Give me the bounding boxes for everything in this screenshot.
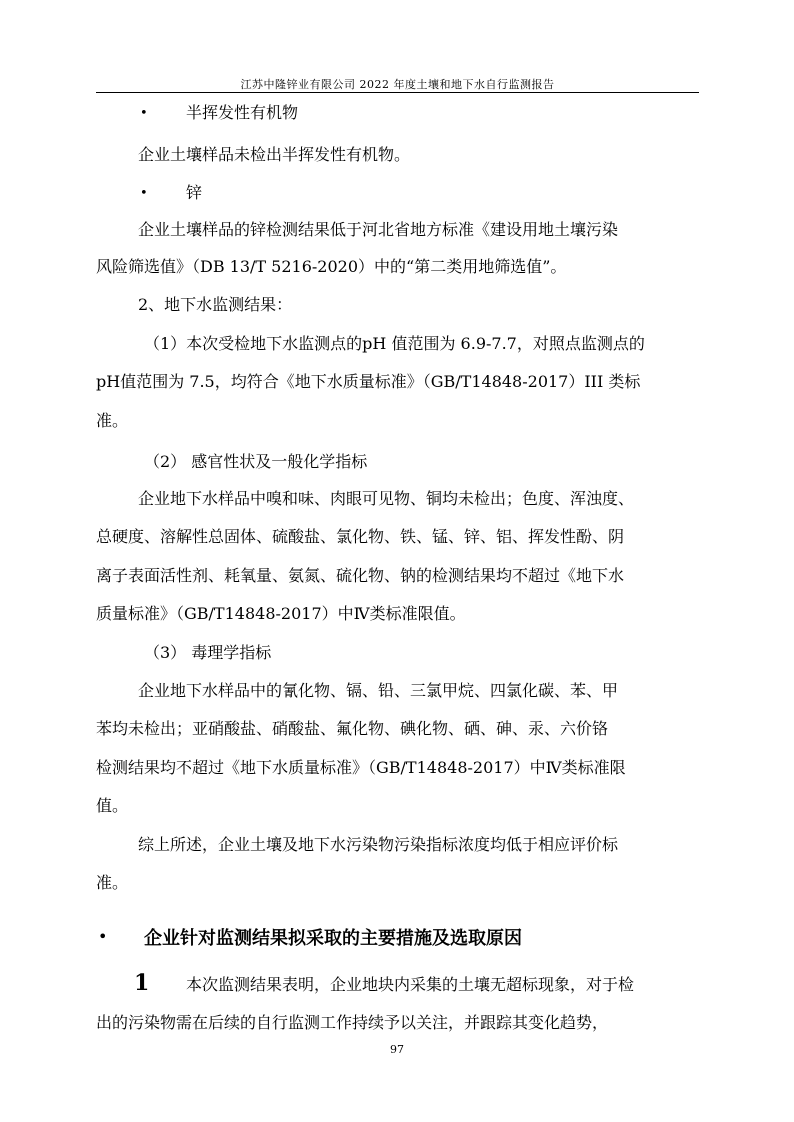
bullet: • xyxy=(140,186,148,201)
paragraph-line: 苯均未检出；亚硝酸盐、硝酸盐、氟化物、碘化物、硒、砷、汞、六价铬 xyxy=(96,719,609,738)
paragraph-line: 综上所述，企业土壤及地下水污染物污染指标浓度均低于相应评价标 xyxy=(138,835,619,854)
item-title-zinc: 锌 xyxy=(186,183,203,202)
list-number: 1 xyxy=(134,970,150,996)
paragraph-line: 企业土壤样品未检出半挥发性有机物。 xyxy=(138,145,411,164)
paragraph-line: 检测结果均不超过《地下水质量标准》（GB/T14848-2017）中Ⅳ类标准限 xyxy=(96,758,626,777)
paragraph-line: 总硬度、溶解性总固体、硫酸盐、氯化物、铁、锰、锌、铝、挥发性酚、阴 xyxy=(96,527,625,546)
page-header: 江苏中隆锌业有限公司 2022 年度土壤和地下水自行监测报告 xyxy=(240,78,555,91)
paragraph-line: 质量标准》（GB/T14848-2017）中Ⅳ类标准限值。 xyxy=(96,604,466,623)
item-title: （2） 感官性状及一般化学指标 xyxy=(144,452,368,471)
section-heading: 企业针对监测结果拟采取的主要措施及选取原因 xyxy=(144,928,522,949)
paragraph-line: 风险筛选值》（DB 13/T 5216-2020）中的“第二类用地筛选值”。 xyxy=(96,257,567,276)
page-number: 97 xyxy=(390,1043,404,1056)
section-bullet: • xyxy=(98,927,108,946)
subsection-title: 2、地下水监测结果： xyxy=(138,295,293,314)
item-title-voc: 半挥发性有机物 xyxy=(186,103,299,122)
paragraph-line: 企业土壤样品的锌检测结果低于河北省地方标准《建设用地土壤污染 xyxy=(138,220,619,239)
paragraph-line: （1）本次受检地下水监测点的pH 值范围为 6.9-7.7，对照点监测点的 xyxy=(144,334,645,353)
paragraph-line: 准。 xyxy=(96,411,129,430)
paragraph-line: 值。 xyxy=(96,796,129,815)
item-title: （3） 毒理学指标 xyxy=(144,643,272,662)
paragraph-line: pH值范围为 7.5，均符合《地下水质量标准》（GB/T14848-2017）III 类标 xyxy=(96,372,641,391)
paragraph-line: 本次监测结果表明，企业地块内采集的土壤无超标现象，对于检 xyxy=(186,975,635,994)
header-rule xyxy=(96,92,699,93)
paragraph-line: 出的污染物需在后续的自行监测工作持续予以关注，并跟踪其变化趋势， xyxy=(96,1013,609,1032)
bullet: • xyxy=(140,106,148,121)
paragraph-line: 企业地下水样品中的氰化物、镉、铅、三氯甲烷、四氯化碳、苯、甲 xyxy=(138,681,619,700)
paragraph-line: 离子表面活性剂、耗氧量、氨氮、硫化物、钠的检测结果均不超过《地下水 xyxy=(96,566,625,585)
paragraph-line: 企业地下水样品中嗅和味、肉眼可见物、铜均未检出；色度、浑浊度、 xyxy=(138,489,635,508)
paragraph-line: 准。 xyxy=(96,873,129,892)
